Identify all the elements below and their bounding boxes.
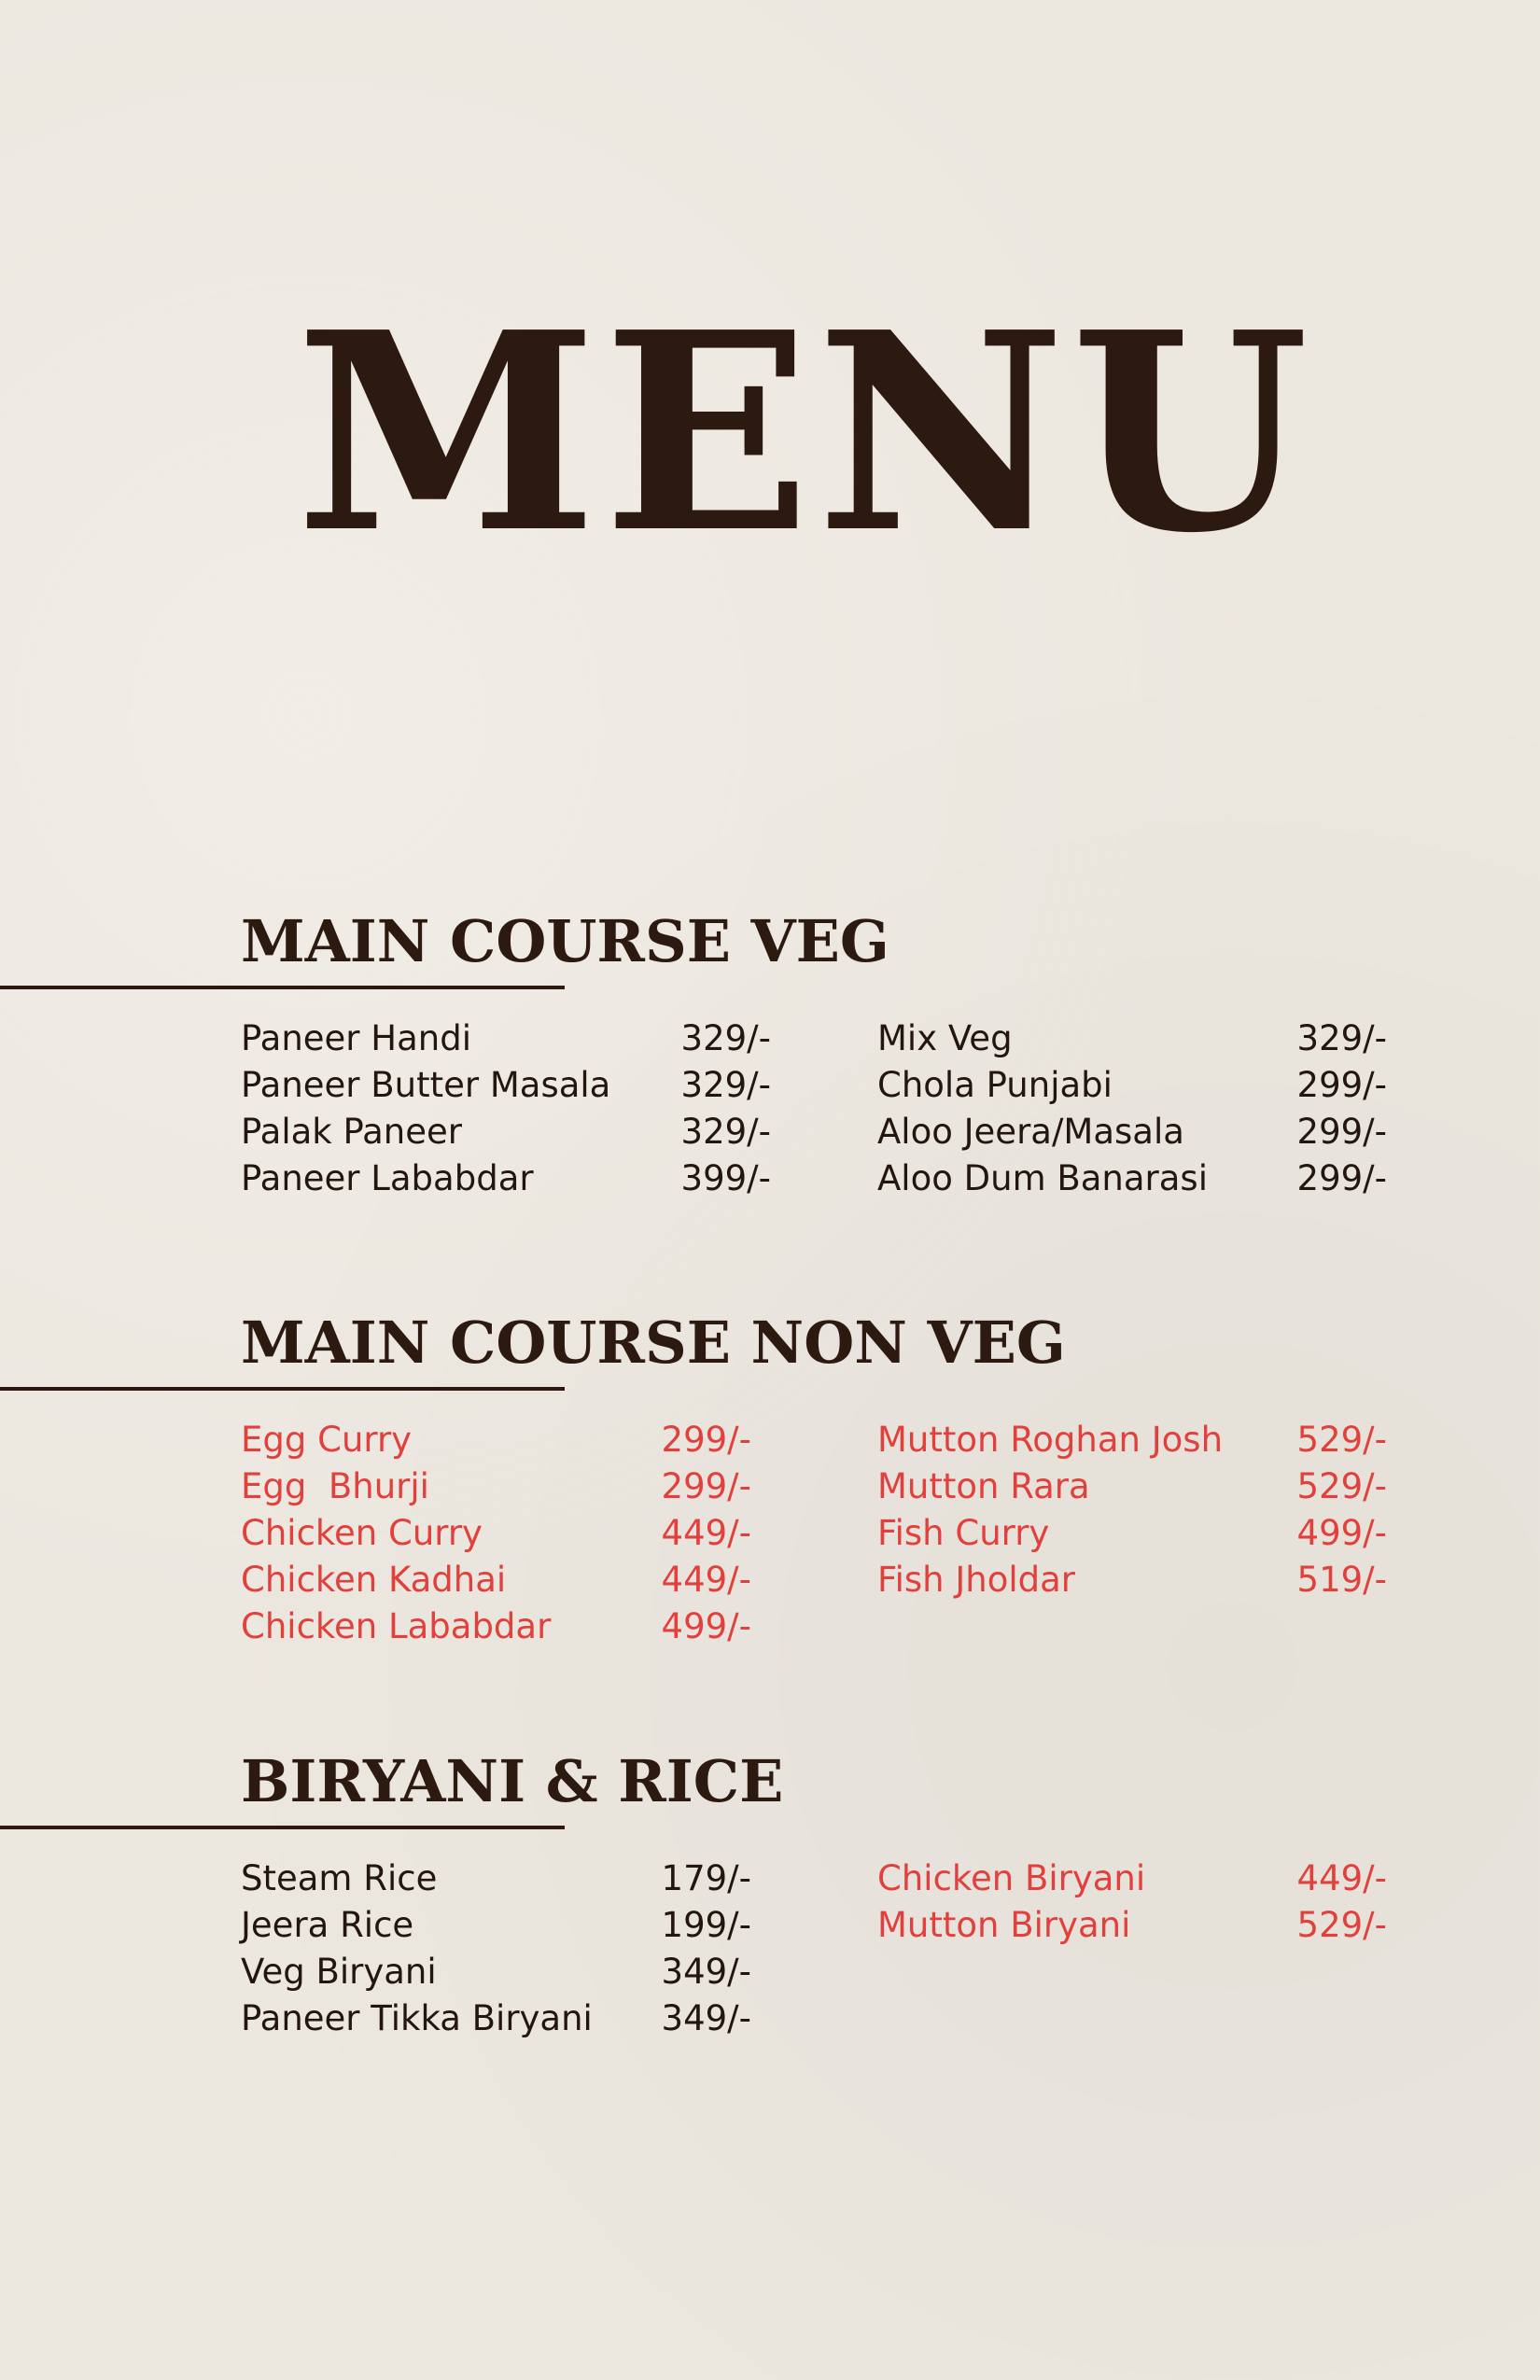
menu-item (241, 1902, 751, 1949)
menu-item (241, 1557, 751, 1603)
menu-item (241, 1510, 751, 1557)
item-price: 329/- (680, 1018, 771, 1058)
item-list-nonveg-right (877, 1417, 1387, 1603)
item-price: 349/- (661, 1952, 751, 1992)
menu-item (241, 1155, 771, 1202)
item-list-rice-right (877, 1855, 1387, 1949)
item-name: Mutton Roghan Josh (877, 1420, 1224, 1460)
menu-item (241, 1855, 751, 1902)
menu-item (877, 1510, 1387, 1557)
item-price: 299/- (1296, 1112, 1387, 1152)
item-name: Veg Biryani (241, 1952, 437, 1992)
item-price: 399/- (680, 1158, 771, 1198)
item-name: Chicken Biryani (877, 1858, 1146, 1898)
menu-item (877, 1015, 1387, 1062)
item-price: 499/- (661, 1606, 751, 1646)
menu-item (877, 1463, 1387, 1510)
item-price: 329/- (1296, 1018, 1387, 1058)
item-name: Jeera Rice (241, 1905, 414, 1945)
item-name: Chicken Curry (241, 1513, 483, 1553)
item-price: 299/- (661, 1466, 751, 1506)
section-title-biryani-rice: BIRYANI & RICE (241, 1747, 784, 1815)
item-name: Paneer Handi (241, 1018, 471, 1058)
menu-item (877, 1062, 1387, 1109)
menu-item (877, 1109, 1387, 1155)
item-price: 349/- (661, 1998, 751, 2038)
item-name: Fish Jholdar (877, 1560, 1076, 1600)
section-title-main-course-non-veg: MAIN COURSE NON VEG (241, 1309, 1066, 1377)
item-price: 529/- (1296, 1905, 1387, 1945)
item-price: 329/- (680, 1112, 771, 1152)
item-name: Aloo Dum Banarasi (877, 1158, 1208, 1198)
item-name: Fish Curry (877, 1513, 1050, 1553)
menu-item (241, 1463, 751, 1510)
menu-item (241, 1949, 751, 1995)
item-list-nonveg-left (241, 1417, 751, 1650)
menu-item (877, 1557, 1387, 1603)
item-name: Chicken Kadhai (241, 1560, 507, 1600)
item-name: Mutton Rara (877, 1466, 1090, 1506)
menu-item (241, 1015, 771, 1062)
menu-item (241, 1995, 751, 2042)
item-price: 449/- (661, 1560, 751, 1600)
menu-item (877, 1902, 1387, 1949)
menu-item (241, 1109, 771, 1155)
item-price: 299/- (1296, 1158, 1387, 1198)
menu-item (241, 1417, 751, 1463)
item-list-rice-left (241, 1855, 751, 2042)
item-name: Chola Punjabi (877, 1065, 1113, 1105)
item-name: Mutton Biryani (877, 1905, 1131, 1945)
section-title-main-course-veg: MAIN COURSE VEG (241, 907, 889, 975)
item-name: Paneer Tikka Biryani (241, 1998, 593, 2038)
menu-item (877, 1417, 1387, 1463)
item-name: Steam Rice (241, 1858, 438, 1898)
menu-item (241, 1062, 771, 1109)
item-price: 529/- (1296, 1420, 1387, 1460)
item-price: 519/- (1296, 1560, 1387, 1600)
item-price: 299/- (661, 1420, 751, 1460)
item-price: 329/- (680, 1065, 771, 1105)
item-price: 449/- (661, 1513, 751, 1553)
section-divider (0, 1387, 565, 1391)
item-list-veg-right (877, 1015, 1387, 1202)
item-price: 199/- (661, 1905, 751, 1945)
item-list-veg-left (241, 1015, 771, 1202)
item-price: 179/- (661, 1858, 751, 1898)
menu-item (877, 1155, 1387, 1202)
menu-item (241, 1603, 751, 1650)
section-divider (0, 1826, 565, 1829)
menu-title: MENU (295, 273, 1315, 593)
section-divider (0, 986, 565, 989)
item-price: 299/- (1296, 1065, 1387, 1105)
item-name: Aloo Jeera/Masala (877, 1112, 1184, 1152)
item-name: Mix Veg (877, 1018, 1013, 1058)
item-name: Paneer Butter Masala (241, 1065, 611, 1105)
item-price: 449/- (1296, 1858, 1387, 1898)
item-name: Paneer Lababdar (241, 1158, 534, 1198)
item-name: Egg Bhurji (241, 1466, 429, 1506)
item-name: Chicken Lababdar (241, 1606, 552, 1646)
item-name: Palak Paneer (241, 1112, 462, 1152)
item-price: 499/- (1296, 1513, 1387, 1553)
item-price: 529/- (1296, 1466, 1387, 1506)
menu-item (877, 1855, 1387, 1902)
item-name: Egg Curry (241, 1420, 413, 1460)
